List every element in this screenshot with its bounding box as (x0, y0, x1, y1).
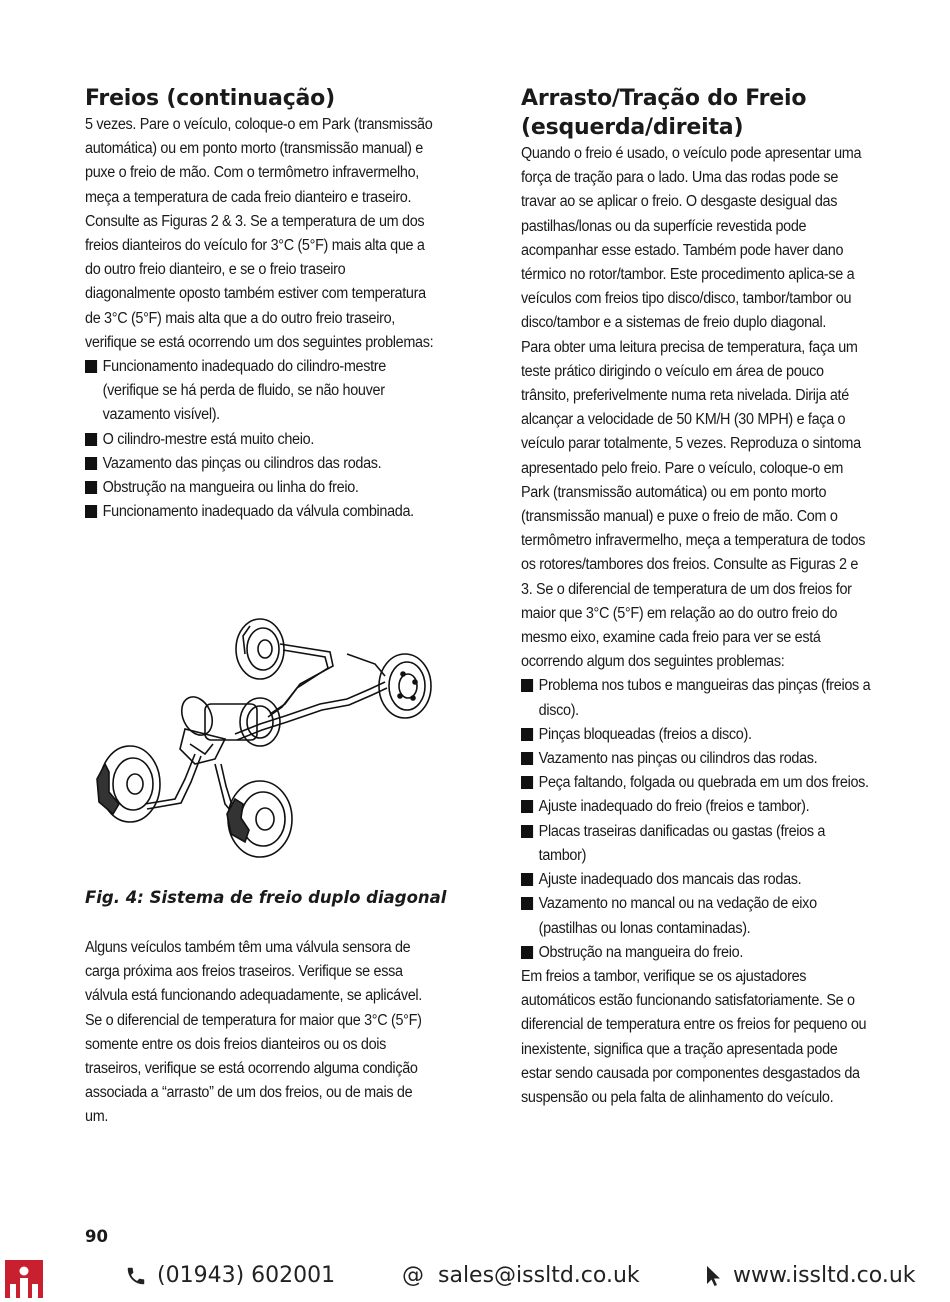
right-paragraph-2: Para obter uma leitura precisa de temperatura, faça um teste prático dirigindo o veículo em área de pouco trânsito, preferivelmente numa reta nivelada. Dirija até alcançar a velocidade de 50 KM/H (30 MPH) e faça o veículo parar totalmente, 5 vezes. Reproduza o sintoma apresentado pelo freio. Pare o veículo, coloque-o em Park (transmissão automática) ou em ponto morto (transmissão manual) e puxe o freio de mão. Com o termômetro infravermelho, meça a temperatura de todos os rotores/tambores dos freios. Consulte as Figuras 2 e 3. Se o diferencial de temperatura de um dos freios for maior que 3°C (5°F) em relação ao do outro freio do mesmo eixo, examine cada freio para ver se está ocorrendo algum dos seguintes problemas: (521, 338, 866, 671)
square-bullet-icon (521, 752, 533, 765)
email-address: sales@issltd.co.uk (438, 1263, 640, 1288)
dual-diagonal-brake-illustration (85, 604, 435, 864)
square-bullet-icon (521, 800, 533, 813)
list-item: Placas traseiras danificadas ou gastas (freios a tambor) (521, 820, 871, 868)
brake-system-figure (85, 604, 435, 864)
list-item: Ajuste inadequado do freio (freios e tambor). (521, 795, 871, 819)
square-bullet-icon (85, 481, 97, 494)
right-column (521, 84, 871, 1110)
list-item: O cilindro-mestre está muito cheio. (85, 428, 435, 452)
square-bullet-icon (521, 776, 533, 789)
square-bullet-icon (85, 433, 97, 446)
left-paragraph-2-wrap (85, 936, 461, 1130)
list-item: Ajuste inadequado dos mancais das rodas. (521, 868, 871, 892)
right-bullet-list (521, 674, 871, 964)
left-paragraph-2: Alguns veículos também têm uma válvula sensora de carga próxima aos freios traseiros. Verifique se essa válvula está funcionando adequadamente, se aplicável. Se o diferencial de temperatura for maior que 3°C (5°F) somente entre os dois freios dianteiros ou os dois traseiros, verifique se está ocorrendo alguma condição associada a “arrasto” de um dos freios, ou de mais de um. (85, 939, 422, 1126)
left-bullet-list (85, 355, 435, 524)
phone-icon (125, 1265, 147, 1287)
phone-number: (01943) 602001 (157, 1263, 336, 1288)
list-item: Funcionamento inadequado da válvula combinada. (85, 500, 435, 524)
list-item: Pinças bloqueadas (freios a disco). (521, 723, 871, 747)
cursor-icon (705, 1264, 723, 1288)
square-bullet-icon (521, 946, 533, 959)
footer-website[interactable] (705, 1263, 916, 1288)
square-bullet-icon (521, 728, 533, 741)
list-item: Problema nos tubos e mangueiras das pinças (freios a disco). (521, 674, 871, 722)
footer (0, 1260, 950, 1302)
company-logo (5, 1260, 43, 1298)
page-number: 90 (85, 1227, 108, 1246)
list-item: Obstrução na mangueira do freio. (521, 941, 871, 965)
list-item: Peça faltando, folgada ou quebrada em um dos freios. (521, 771, 871, 795)
right-paragraph-1: Quando o freio é usado, o veículo pode apresentar uma força de tração para o lado. Uma das rodas pode se travar ao se aplicar o freio. O desgaste desigual das pastilhas/lonas ou da superfície revestida pode acompanhar esse estado. Também pode haver dano térmico no rotor/tambor. Este procedimento aplica-se a veículos com freios tipo disco/disco, tambor/tambor ou disco/tambor e a sistemas de freio duplo diagonal. (521, 145, 862, 332)
right-body (521, 142, 871, 1110)
website-url: www.issltd.co.uk (733, 1263, 916, 1288)
square-bullet-icon (521, 897, 533, 910)
at-icon: @ (402, 1263, 424, 1288)
square-bullet-icon (521, 873, 533, 886)
list-item: Funcionamento inadequado do cilindro-mestre (verifique se há perda de fluido, se não houver vazamento visível). (85, 355, 435, 428)
left-column (85, 84, 435, 524)
left-intro: 5 vezes. Pare o veículo, coloque-o em Park (transmissão automática) ou em ponto morto (transmissão manual) e puxe o freio de mão. Com o termômetro infravermelho, meça a temperatura de cada freio dianteiro e traseiro. Consulte as Figuras 2 & 3. Se a temperatura de um dos freios dianteiros do veículo for 3°C (5°F) mais alta que a do outro freio dianteiro, e se o freio traseiro diagonalmente oposto também estiver com temperatura de 3°C (5°F) mais alta que a do outro freio traseiro, verifique se está ocorrendo um dos seguintes problemas: (85, 116, 434, 351)
left-body (85, 113, 435, 524)
list-item: Vazamento das pinças ou cilindros das rodas. (85, 452, 435, 476)
list-item: Obstrução na mangueira ou linha do freio. (85, 476, 435, 500)
list-item: Vazamento no mancal ou na vedação de eixo (pastilhas ou lonas contaminadas). (521, 892, 871, 940)
right-paragraph-3: Em freios a tambor, verifique se os ajustadores automáticos estão funcionando satisfatoriamente. Se o diferencial de temperatura entre os freios for pequeno ou inexistente, significa que a tração apresentada pode estar sendo causada por componentes desgastados da suspensão ou pela falta de alinhamento do veículo. (521, 967, 867, 1106)
square-bullet-icon (521, 679, 533, 692)
footer-phone[interactable] (125, 1263, 335, 1288)
square-bullet-icon (85, 457, 97, 470)
left-heading: Freios (continuação) (85, 86, 335, 111)
footer-email[interactable] (402, 1263, 640, 1288)
right-heading: Arrasto/Tração do Freio (esquerda/direita) (521, 86, 807, 140)
square-bullet-icon (521, 825, 533, 838)
square-bullet-icon (85, 360, 97, 373)
figure-caption: Fig. 4: Sistema de freio duplo diagonal (85, 888, 447, 907)
list-item: Vazamento nas pinças ou cilindros das rodas. (521, 747, 871, 771)
square-bullet-icon (85, 505, 97, 518)
